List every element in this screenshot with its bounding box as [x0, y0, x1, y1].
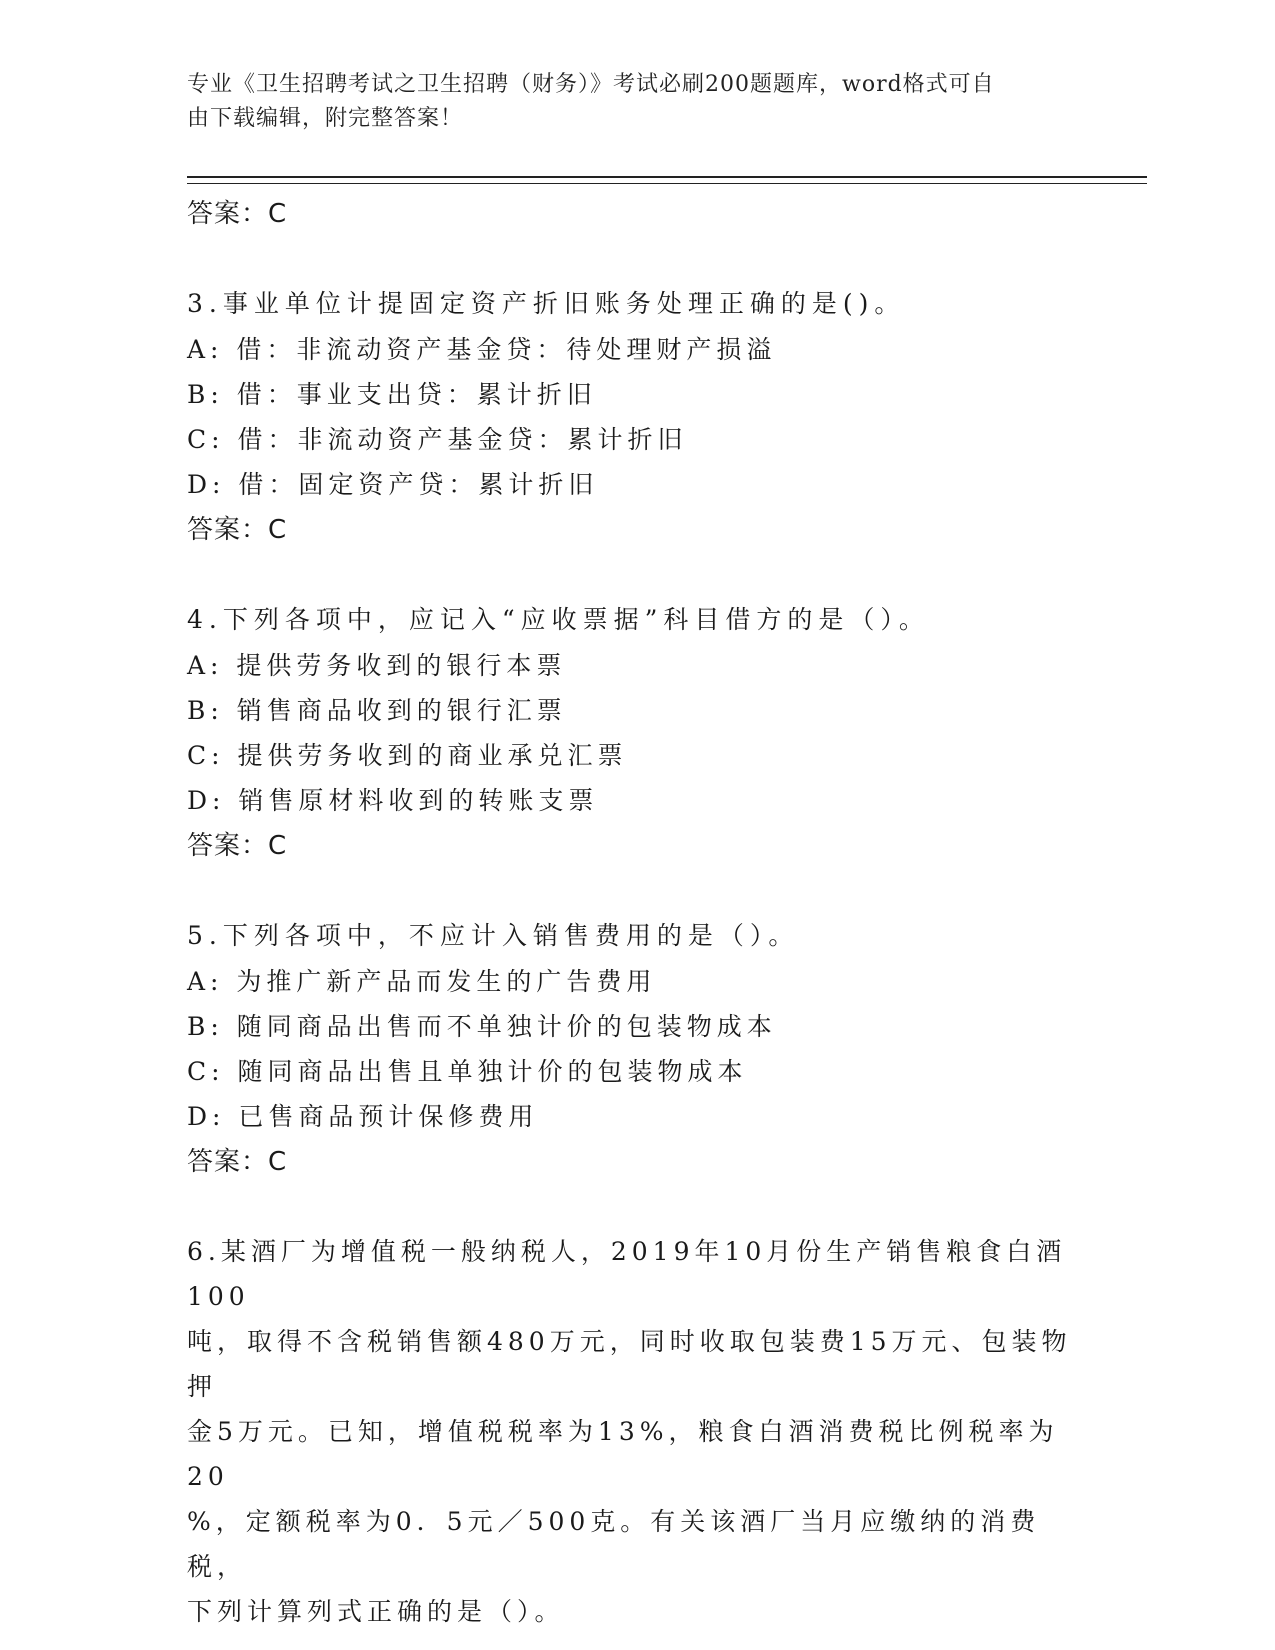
option-b: B: 销售商品收到的银行汇票: [187, 696, 567, 725]
option-c: C: 提供劳务收到的商业承兑汇票: [187, 741, 628, 770]
answer-line: 答案：C: [187, 515, 288, 545]
question-stem-line-3: 金5万元。已知，增值税税率为13%，粮食白酒消费税比例税率为20: [187, 1417, 1059, 1491]
question-block: [187, 1229, 1087, 1634]
question-stem-line-5: 下列计算列式正确的是（）。: [187, 1597, 565, 1626]
option-a: A: 为推广新产品而发生的广告费用: [187, 967, 657, 996]
header-line-2: 由下载编辑，附完整答案！: [187, 106, 464, 131]
spacer: [187, 869, 1087, 913]
header-divider: [187, 176, 1147, 184]
page-header: [187, 68, 1067, 136]
question-stem-line-2: 吨，取得不含税销售额480万元，同时收取包装费15万元、包装物押: [187, 1327, 1072, 1401]
option-a: A: 提供劳务收到的银行本票: [187, 651, 567, 680]
option-d: D: 已售商品预计保修费用: [187, 1102, 539, 1131]
header-line-1: 专业《卫生招聘考试之卫生招聘（财务）》考试必刷200题题库，word格式可自: [187, 72, 995, 97]
question-stem: 3.事业单位计提固定资产折旧账务处理正确的是()。: [187, 289, 906, 318]
answer-line: 答案：C: [187, 199, 288, 229]
option-a: A: 借：非流动资产基金贷：待处理财产损溢: [187, 335, 777, 364]
option-b: B: 随同商品出售而不单独计价的包装物成本: [187, 1012, 777, 1041]
answer-line: 答案：C: [187, 831, 288, 861]
question-block: [187, 913, 1087, 1185]
option-c: C: 借：非流动资产基金贷：累计折旧: [187, 425, 688, 454]
question-stem-line-1: 6.某酒厂为增值税一般纳税人，2019年10月份生产销售粮食白酒100: [187, 1237, 1067, 1311]
answer-line: 答案：C: [187, 1147, 288, 1177]
question-block: [187, 597, 1087, 869]
option-b: B: 借：事业支出贷：累计折旧: [187, 380, 597, 409]
question-stem: 5.下列各项中，不应计入销售费用的是（）。: [187, 921, 800, 950]
spacer: [187, 1185, 1087, 1229]
spacer: [187, 237, 1087, 281]
option-d: D: 借：固定资产贷：累计折旧: [187, 470, 599, 499]
question-stem: 4.下列各项中，应记入“应收票据”科目借方的是（）。: [187, 605, 930, 634]
question-block: [187, 281, 1087, 553]
question-stem-line-4: %，定额税率为0．5元／500克。有关该酒厂当月应缴纳的消费税，: [187, 1507, 1041, 1581]
spacer: [187, 553, 1087, 597]
document-body: [187, 191, 1087, 1634]
option-c: C: 随同商品出售且单独计价的包装物成本: [187, 1057, 748, 1086]
option-d: D: 销售原材料收到的转账支票: [187, 786, 599, 815]
